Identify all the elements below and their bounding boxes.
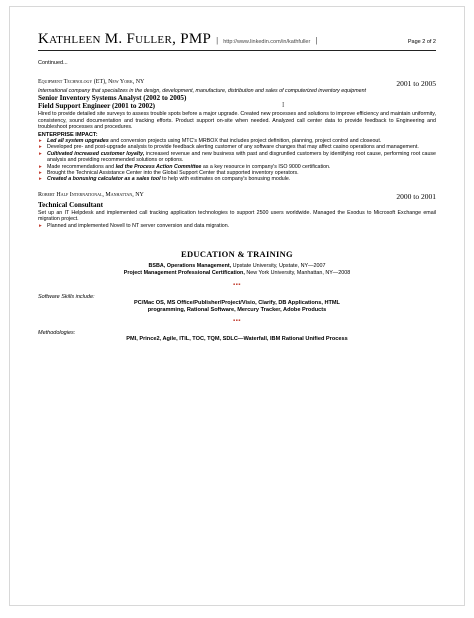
bullet-text: increased revenue and new business with past and disgruntled customers by identifying root cause, performing root cause analysis and providing recommended solutions or options. [47, 150, 436, 164]
company-description: International company that specializes in the design, development, manufacture, distribution and sales of computerized inventory equipment [38, 88, 367, 94]
skills-line: programming, Rational Software, Mercury Tracker, Adobe Products [147, 306, 327, 313]
bullet-icon: ▸ [39, 137, 42, 144]
section-divider: ▪▪▪ [233, 317, 241, 324]
education-line: Project Management Professional Certification, New York University, Manhattan, NY—2008 [123, 270, 351, 277]
bullet-lead: Cultivated increased customer loyalty, [47, 150, 145, 157]
bullet-icon: ▸ [39, 150, 42, 157]
bullet-icon: ▸ [39, 163, 42, 170]
education-line: BSBA, Operations Management, Upstate University, Upstate, NY—2007 [148, 263, 326, 270]
job-title: Field Support Engineer (2001 to 2002) [38, 102, 156, 111]
job-title: Senior Inventory Systems Analyst (2002 to 2005) [38, 94, 187, 103]
section-title-education: EDUCATION & TRAINING [181, 249, 293, 260]
bullet-text: Brought the Technical Assistance Center into the Global Support Center that supported inventory operators. [47, 169, 299, 176]
linkedin-url[interactable]: http://www.linkedin.com/in/kathfuller [223, 39, 311, 45]
list-item [38, 223, 436, 229]
employment-dates: 2001 to 2005 [396, 79, 436, 88]
bullet-icon: ▸ [39, 176, 42, 183]
achievement-list [38, 138, 436, 183]
page-header [38, 31, 436, 51]
bullet-lead: Led all system upgrades [47, 137, 109, 144]
job-title: Technical Consultant [38, 200, 104, 209]
bullet-text: as a key resource in company's ISO 9000 certification. [201, 163, 331, 170]
job-summary: Set up an IT Helpdesk and implemented call tracking application technologies to support 2500 users worldwide. Managed the Exodus to Microsoft Exchange email migration project. [38, 209, 436, 223]
employment-dates: 2000 to 2001 [396, 191, 436, 201]
candidate-name: Kathleen M. Fuller, PMP [38, 31, 212, 47]
skills-line: PC/Mac OS, MS Office/Publisher/Project/Visio, Clarify, DB Applications, HTML [134, 299, 340, 306]
section-divider: ▪▪▪ [233, 281, 241, 288]
job-summary: Hired to provide detailed site surveys to assess trouble spots before a major upgrade. Created new processes and solutions to improve efficiency and maintain uniformity, consistency, sound documentation and tracking efforts. Product support on-site when needed. Analyzed call center data to provide feedback to Engineering and troubleshoot processes and procedures. [38, 111, 436, 131]
software-skills-label: Software Skills include: [38, 293, 95, 300]
employer-row [38, 79, 436, 88]
header-separator: | [216, 36, 219, 45]
bullet-text: and conversion projects using MTC's MRBOX that includes project definition, planning, project control and closeout. [108, 137, 382, 144]
text-cursor-icon: I [282, 101, 285, 109]
bullet-lead: led the Process Action Committee [115, 163, 202, 170]
bullet-lead: Created a bonusing calculator as a sales tool [47, 176, 161, 183]
employer-name: Equipment Technology (ET), New York, NY [38, 79, 145, 85]
education-list [38, 263, 436, 277]
page-number: Page 2 of 2 [407, 39, 436, 45]
bullet-text: Planned and implemented Novell to NT server conversion and data migration. [47, 222, 230, 229]
impact-heading: ENTERPRISE IMPACT: [38, 131, 98, 138]
software-skills-list [38, 300, 436, 314]
bullet-icon: ▸ [39, 144, 42, 151]
bullet-text: Developed pre- and post-upgrade analysis to provide feedback alerting customer of any software changes that may affect casino operations and management. [47, 144, 419, 151]
employer-name: Robert Half International, Manhattan, NY [38, 191, 144, 198]
bullet-icon: ▸ [39, 222, 42, 229]
methodologies-list: PMI, Prince2, Agile, ITIL, TOC, TQM, SDLC—Waterfall, IBM Rational Unified Process [126, 335, 348, 342]
bullet-text: to help with estimates on company's bonusing module. [160, 176, 291, 183]
bullet-icon: ▸ [39, 169, 42, 176]
list-item [38, 151, 436, 164]
continued-label: Continued... [38, 60, 68, 66]
methodologies-label: Methodologies: [38, 329, 76, 336]
resume-page [9, 6, 465, 606]
list-item [38, 176, 436, 182]
bullet-text: Made recommendations and [47, 163, 116, 170]
header-separator: | [315, 36, 318, 45]
achievement-list [38, 223, 436, 229]
employer-row [38, 192, 436, 201]
